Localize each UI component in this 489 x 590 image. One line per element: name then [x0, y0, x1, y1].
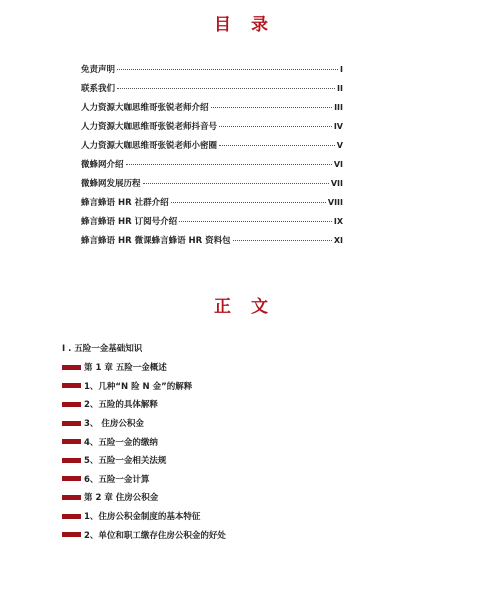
- outline-item-label: 4、五险一金的缴纳: [84, 437, 158, 448]
- toc-title: 目 录: [214, 15, 275, 35]
- outline-item-label: 1、住房公积金制度的基本特征: [84, 512, 201, 523]
- toc-entry[interactable]: [81, 120, 343, 139]
- toc-page-number: IV: [333, 122, 343, 131]
- toc-leader-dots: [117, 69, 338, 70]
- toc-entry[interactable]: [81, 234, 343, 253]
- toc-leader-dots: [211, 107, 333, 108]
- outline-item[interactable]: [62, 507, 362, 526]
- toc-page-number: VIII: [327, 198, 343, 207]
- outline-item-label: 6、五险一金计算: [84, 474, 150, 485]
- outline-item[interactable]: [62, 525, 362, 544]
- toc-entry[interactable]: [81, 63, 343, 82]
- bullet-bar-icon: [62, 514, 81, 519]
- toc-entry-label: 人力资源大咖思维哥张锐老师介绍: [81, 103, 209, 113]
- outline-item[interactable]: [62, 488, 362, 507]
- outline-heading: I . 五险一金基础知识: [62, 344, 143, 354]
- toc-leader-dots: [179, 221, 332, 222]
- outline-item[interactable]: [62, 358, 362, 377]
- toc-page-number: VI: [333, 160, 343, 169]
- toc-entry-label: 微蜂网介绍: [81, 160, 124, 170]
- toc-entry-label: 蜂言蜂语 HR 微课蜂言蜂语 HR 资料包: [81, 236, 231, 246]
- bullet-bar-icon: [62, 439, 81, 444]
- outline-item-label: 第 2 章 住房公积金: [84, 493, 159, 504]
- bullet-bar-icon: [62, 383, 81, 388]
- body-title: 正 文: [214, 297, 275, 317]
- bullet-bar-icon: [62, 402, 81, 407]
- toc-page-number: IX: [333, 217, 343, 226]
- toc-page-number: III: [334, 103, 343, 112]
- toc-entry-label: 微蜂网发展历程: [81, 179, 141, 189]
- bullet-bar-icon: [62, 532, 81, 537]
- toc-entry[interactable]: [81, 158, 343, 177]
- toc-entry[interactable]: [81, 139, 343, 158]
- outline-item-label: 2、五险的具体解释: [84, 400, 158, 411]
- outline: [62, 340, 362, 544]
- bullet-bar-icon: [62, 476, 81, 481]
- outline-item[interactable]: [62, 377, 362, 396]
- outline-item[interactable]: [62, 395, 362, 414]
- toc-leader-dots: [143, 183, 329, 184]
- bullet-bar-icon: [62, 365, 81, 370]
- toc-leader-dots: [233, 240, 332, 241]
- outline-item[interactable]: [62, 451, 362, 470]
- toc-leader-dots: [219, 126, 332, 127]
- outline-item-label: 2、单位和职工缴存住房公积金的好处: [84, 530, 226, 541]
- toc-entry-label: 蜂言蜂语 HR 订阅号介绍: [81, 217, 178, 227]
- bullet-bar-icon: [62, 421, 81, 426]
- outline-item-label: 5、五险一金相关法规: [84, 456, 167, 467]
- toc-entry[interactable]: [81, 82, 343, 101]
- bullet-bar-icon: [62, 458, 81, 463]
- toc-leader-dots: [126, 164, 332, 165]
- toc-entry-label: 免责声明: [81, 65, 116, 75]
- toc-leader-dots: [117, 88, 335, 89]
- toc-entry[interactable]: [81, 177, 343, 196]
- bullet-bar-icon: [62, 495, 81, 500]
- toc-page-number: V: [336, 141, 343, 150]
- outline-item-label: 3、 住房公积金: [84, 419, 144, 430]
- toc-page-number: VII: [330, 179, 343, 188]
- outline-item-label: 1、几种“N 险 N 金”的解释: [84, 381, 193, 392]
- outline-item-label: 第 1 章 五险一金概述: [84, 363, 167, 374]
- toc-entry-label: 人力资源大咖思维哥张锐老师抖音号: [81, 122, 218, 132]
- outline-item[interactable]: [62, 470, 362, 489]
- toc-entry-label: 人力资源大咖思维哥张锐老师小密圈: [81, 141, 218, 151]
- table-of-contents: [81, 63, 343, 253]
- toc-entry[interactable]: [81, 215, 343, 234]
- outline-list: [62, 358, 362, 544]
- outline-item[interactable]: [62, 432, 362, 451]
- toc-page-number: I: [340, 65, 343, 74]
- toc-leader-dots: [171, 202, 326, 203]
- toc-page-number: XI: [333, 236, 343, 245]
- toc-entry[interactable]: [81, 196, 343, 215]
- toc-leader-dots: [219, 145, 335, 146]
- toc-entry[interactable]: [81, 101, 343, 120]
- toc-page-number: II: [337, 84, 343, 93]
- toc-entry-label: 联系我们: [81, 84, 116, 94]
- outline-item[interactable]: [62, 414, 362, 433]
- toc-entry-label: 蜂言蜂语 HR 社群介绍: [81, 198, 169, 208]
